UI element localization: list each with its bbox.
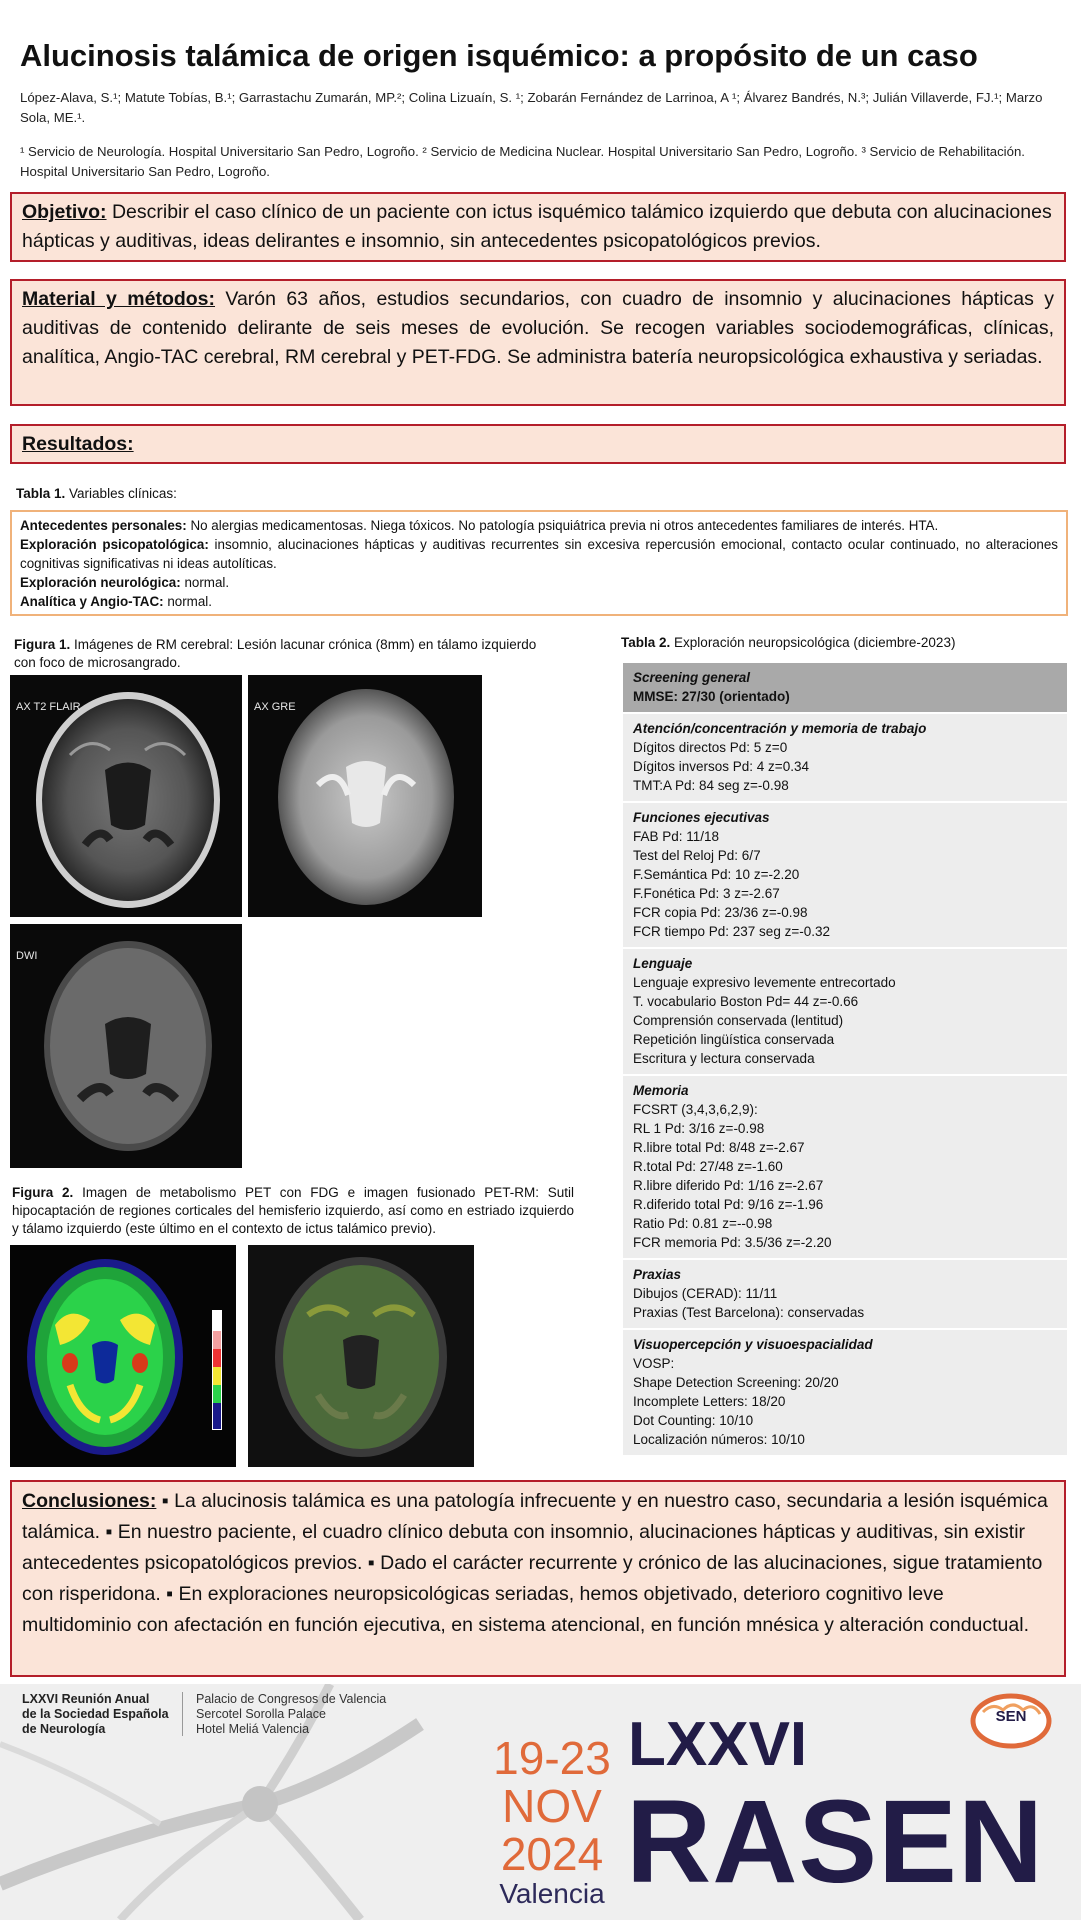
tabla1-caption [16, 485, 177, 503]
pet-fdg-image [10, 1245, 236, 1467]
tabla2-line: F.Fonética Pd: 3 z=-2.67 [633, 886, 780, 901]
authors: López-Alava, S.¹; Matute Tobías, B.¹; Garrastachu Zumarán, MP.²; Colina Lizuaín, S. ¹; Zobarán Fernández de Larrinoa, A ¹; Álvarez Bandrés, N.³; Julián Villaverde, FJ.¹; Marzo Sola, ME.¹. [20, 90, 1043, 125]
mri-dwi-label: DWI [16, 950, 38, 962]
tabla2-line: Test del Reloj Pd: 6/7 [633, 848, 761, 863]
objetivo-label: Objetivo: [22, 201, 107, 223]
figura2-caption-label: Figura 2. [12, 1185, 74, 1200]
mri-gre-image [248, 675, 482, 917]
event-city: Valencia [499, 1878, 605, 1909]
tabla2-line: Comprensión conservada (lentitud) [633, 1013, 844, 1028]
meeting-name [22, 1692, 169, 1737]
tabla1-row-label: Exploración psicopatológica: [20, 537, 209, 552]
tabla2-line: RL 1 Pd: 3/16 z=-0.98 [633, 1121, 765, 1136]
tabla2-line: F.Semántica Pd: 10 z=-2.20 [633, 867, 800, 882]
tabla2-section-title: Screening general [633, 670, 751, 685]
figura1-caption-text: Imágenes de RM cerebral: Lesión lacunar crónica (8mm) en tálamo izquierdo con foco de microsangrado. [14, 637, 537, 670]
venues [196, 1692, 386, 1737]
venue-line: Sercotel Sorolla Palace [196, 1707, 326, 1721]
tabla2-line: FAB Pd: 11/18 [633, 829, 720, 844]
tabla2-line: FCR copia Pd: 23/36 z=-0.98 [633, 905, 808, 920]
tabla2-line: Lenguaje expresivo levemente entrecortado [633, 975, 896, 990]
tabla2-line: Shape Detection Screening: 20/20 [633, 1375, 839, 1390]
resultados-label: Resultados: [22, 433, 134, 455]
mri-gre-label: AX GRE [254, 701, 296, 713]
objetivo-text: Describir el caso clínico de un paciente con ictus isquémico talámico izquierdo que debuta con alucinaciones hápticas y auditivas, ideas delirantes e insomnio, sin antecedentes psicopatológicos previos. [22, 201, 1052, 252]
tabla2-line: Dígitos directos Pd: 5 z=0 [633, 740, 788, 755]
tabla2-section [623, 1260, 1067, 1330]
tabla1-row [20, 592, 1058, 611]
tabla2-line: R.diferido total Pd: 9/16 z=-1.96 [633, 1197, 824, 1212]
objetivo-box [10, 192, 1066, 262]
tabla2-section-title: Praxias [633, 1267, 682, 1282]
mri-dwi-image [10, 924, 242, 1168]
tabla2-line: Repetición lingüística conservada [633, 1032, 835, 1047]
tabla1-row-label: Antecedentes personales: [20, 518, 187, 533]
tabla2-section-title: Visuopercepción y visuoespacialidad [633, 1337, 873, 1352]
tabla1-row [20, 573, 1058, 592]
dates-month: NOV [502, 1780, 602, 1832]
dates-year: 2024 [500, 1828, 604, 1880]
poster-title: Alucinosis talámica de origen isquémico: a propósito de un caso [20, 38, 978, 73]
tabla2-section [623, 949, 1067, 1076]
tabla2-line: Dot Counting: 10/10 [633, 1413, 754, 1428]
mri-flair-label: AX T2 FLAIR [16, 701, 81, 713]
mmse-value: MMSE: 27/30 (orientado) [633, 689, 790, 704]
tabla1-caption-label: Tabla 1. [16, 486, 66, 501]
venue-line: Hotel Meliá Valencia [196, 1722, 310, 1736]
tabla2-line: R.total Pd: 27/48 z=-1.60 [633, 1159, 783, 1174]
meeting-line: de la Sociedad Española [22, 1707, 169, 1721]
tabla2-line: Dígitos inversos Pd: 4 z=0.34 [633, 759, 809, 774]
tabla2-line: VOSP: [633, 1356, 675, 1371]
conclusiones-label: Conclusiones: [22, 1490, 157, 1512]
pet-mr-fused-image [248, 1245, 474, 1467]
tabla2-section-title: Atención/concentración y memoria de trabajo [633, 721, 927, 736]
resultados-box [10, 424, 1066, 464]
figura2-caption-text: Imagen de metabolismo PET con FDG e imagen fusionado PET-RM: Sutil hipocaptación de regiones corticales del hemisferio izquierdo, así como en estriado izquierdo y tálamo izquierdo (este último en el contexto de ictus talámico previo). [12, 1185, 575, 1236]
tabla2-section-title: Lenguaje [633, 956, 693, 971]
tabla1-row-text: insomnio, alucinaciones hápticas y auditivas recurrentes sin excesiva repercusión emocional, contacto ocular continuado, no alteraciones cognitivas significativas ni ideas autolíticas. [20, 537, 1058, 571]
tabla2-line: T. vocabulario Boston Pd= 44 z=-0.66 [633, 994, 859, 1009]
tabla1-row-text: normal. [184, 575, 230, 590]
conclusiones-text: ▪ La alucinosis talámica es una patología infrecuente y en nuestro caso, secundaria a lesión isquémica talámica. ▪ En nuestro paciente, el cuadro clínico debuta con insomnio, alucinaciones hápticas y auditivas, sin existir antecedentes psicopatológicos previos. ▪ Dado el carácter recurrente y crónico de las alucinaciones, sigue tratamiento con risperidona. ▪ En exploraciones neuropsicológicas seriadas, hemos objetivado, deterioro cognitivo leve multidominio con afectación en función ejecutiva, en sistema atencional, en función mnésica y alteración conductual. [22, 1490, 1048, 1636]
tabla2-section [623, 803, 1067, 949]
tabla1-row-text: normal. [167, 594, 212, 609]
tabla2-caption-text: Exploración neuropsicológica (diciembre-2023) [674, 635, 956, 650]
tabla2-line: FCSRT (3,4,3,6,2,9): [633, 1102, 758, 1117]
figura2-caption [12, 1184, 574, 1238]
meeting-line: de Neurología [22, 1722, 106, 1736]
event-dates [482, 1734, 622, 1910]
tabla2-caption-label: Tabla 2. [621, 635, 671, 650]
tabla2-section-title: Memoria [633, 1083, 689, 1098]
tabla2-line: Ratio Pd: 0.81 z=--0.98 [633, 1216, 773, 1231]
tabla2-line: FCR memoria Pd: 3.5/36 z=-2.20 [633, 1235, 832, 1250]
metodos-box [10, 279, 1066, 406]
tabla1-row [20, 535, 1058, 573]
meeting-line: LXXVI Reunión Anual [22, 1692, 150, 1706]
tabla2-section [623, 1076, 1067, 1260]
tabla2-section [623, 714, 1067, 803]
brand-lxxvi: LXXVI [628, 1710, 808, 1779]
footer-divider [182, 1692, 183, 1736]
mri-flair-image [10, 675, 242, 917]
tabla2-section-title: Funciones ejecutivas [633, 810, 770, 825]
metodos-text: Varón 63 años, estudios secundarios, con cuadro de insomnio y alucinaciones hápticas y auditivas de contenido delirante de seis meses de evolución. Se recogen variables sociodemográficas, clínicas, analítica, Angio-TAC cerebral, RM cerebral y PET-FDG. Se administra batería neuropsicológica exhaustiva y seriadas. [22, 288, 1054, 368]
tabla2-caption [621, 634, 955, 652]
sen-logo [968, 1692, 1054, 1750]
affiliations: ¹ Servicio de Neurología. Hospital Universitario San Pedro, Logroño. ² Servicio de Medicina Nuclear. Hospital Universitario San Pedro, Logroño. ³ Servicio de Rehabilitación. Hospital Universitario San Pedro, Logroño. [20, 144, 1025, 179]
tabla2-line: Praxias (Test Barcelona): conservadas [633, 1305, 865, 1320]
tabla2-line: Localización números: 10/10 [633, 1432, 805, 1447]
tabla1-row-text: No alergias medicamentosas. Niega tóxicos. No patología psiquiátrica previa ni otros antecedentes familiares de interés. HTA. [190, 518, 939, 533]
tabla1-row [20, 516, 1058, 535]
dates-days: 19-23 [493, 1732, 611, 1784]
tabla2-screening-section [623, 663, 1067, 714]
footer-banner [0, 1684, 1081, 1920]
figura1-caption [14, 636, 554, 672]
brand-rasen: RASEN [626, 1776, 1045, 1908]
sen-logo-text: SEN [995, 1708, 1027, 1725]
tabla2-line: R.libre total Pd: 8/48 z=-2.67 [633, 1140, 805, 1155]
metodos-label: Material y métodos: [22, 288, 216, 310]
tabla2-section [623, 1330, 1067, 1457]
tabla2-line: FCR tiempo Pd: 237 seg z=-0.32 [633, 924, 830, 939]
tabla1-caption-text: Variables clínicas: [69, 486, 177, 501]
tabla2-line: Escritura y lectura conservada [633, 1051, 815, 1066]
tabla1-box [10, 510, 1068, 616]
tabla2-line: Dibujos (CERAD): 11/11 [633, 1286, 778, 1301]
tabla1-row-label: Analítica y Angio-TAC: [20, 594, 164, 609]
tabla2-line: TMT:A Pd: 84 seg z=-0.98 [633, 778, 789, 793]
tabla2-line: R.libre diferido Pd: 1/16 z=-2.67 [633, 1178, 824, 1193]
venue-line: Palacio de Congresos de Valencia [196, 1692, 387, 1706]
tabla1-row-label: Exploración neurológica: [20, 575, 181, 590]
figura1-caption-label: Figura 1. [14, 637, 71, 652]
conclusiones-box [10, 1480, 1066, 1677]
tabla2-table [623, 663, 1067, 1457]
tabla2-line: Incomplete Letters: 18/20 [633, 1394, 786, 1409]
